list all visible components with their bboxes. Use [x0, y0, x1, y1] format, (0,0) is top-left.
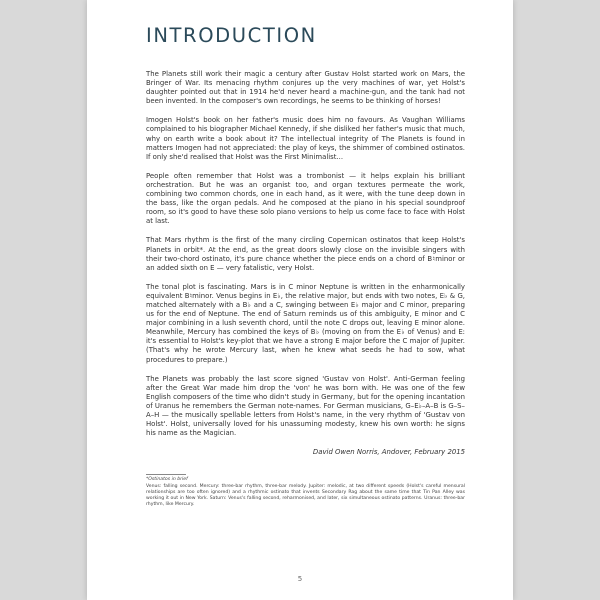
page-number: 5: [297, 575, 303, 583]
footnote-text: Venus: falling second. Mercury: three-bar rhythm, three-bar melody. Jupiter: melodic, at two different speeds (Holst's careful mensural relationships are too often ignored) and a rhythmic ostinato that invents Secondary Rag about the same time that Tin Pan Alley was working it out in New York. Saturn: Venus's falling second, reharmonised, and later, six simultaneous ostinato patterns. Uranus: three-bar rhythm, like Mercury.: [146, 484, 465, 508]
paragraph-5: The tonal plot is fascinating. Mars is in C minor Neptune is written in the enharmonically equivalent B♮minor. Venus begins in E♭, the relative major, but ends with two notes, E♭ & G, matched alternately with a B♭ and a C, swinging between E♭ major and C minor, preparing us for the end of Neptune. The end of Saturn reminds us of this ambiguity, E minor and C major combining in a lush seventh chord, until the note C drops out, leaving E minor alone. Meanwhile, Mercury has combined the keys of B♭ (moving on from the E♭ of Venus) and E: it's essential to Holst's key-plot that we have a strong E major before the C major of Jupiter. (That's why he wrote Mercury last, when he knew what seeds he had to sow, what procedures to prepare.): [146, 282, 465, 364]
footnote-title: *Ostinatos in brief: [146, 477, 188, 483]
page-title: INTRODUCTION: [146, 24, 317, 47]
paragraph-1: The Planets still work their magic a century after Gustav Holst started work on Mars, the Bringer of War. Its menacing rhythm conjures up the very machines of war, yet Holst's daughter pointed out that in 1914 he'd never heard a machine-gun, and the tank had not been invented. In the composer's own recordings, he seems to be thinking of horses!: [146, 70, 465, 106]
paragraph-2: Imogen Holst's book on her father's music does him no favours. As Vaughan Williams complained to his biographer Michael Kennedy, if she disliked her father's music that much, why on earth write a book about it? The intellectual integrity of The Planets is found in matters Imogen had not appreciated: the play of keys, the shimmer of combined ostinatos. If only she'd realised that Holst was the First Minimalist...: [146, 116, 465, 161]
book-page: [87, 0, 513, 600]
paragraph-3: People often remember that Holst was a trombonist — it helps explain his brilliant orchestration. But he was an organist too, and organ textures permeate the work, combining two common chords, one in each hand, as it were, with the tune deep down in the bass, like the organ pedals. And he composed at the piano in his special soundproof room, so it's good to have these solo piano versions to help us come face to face with Holst at last.: [146, 171, 465, 226]
paragraph-6: The Planets was probably the last score signed 'Gustav von Holst'. Anti-German feeling after the Great War made him drop the 'von' he was born with. He was one of the few English composers of the time who didn't study in Germany, but for the opening incantation of Uranus he remembers the German note-names. For German musicians, G–E♭–A–B is G–S–A–H — the musically spellable letters from Holst's name, in the very rhythm of 'Gustav von Holst'. Holst, universally loved for his unassuming modesty, knew his own worth: he signs his name as the Magician.: [146, 374, 465, 438]
page-content: [146, 24, 465, 508]
paragraph-4: That Mars rhythm is the first of the many circling Copernican ostinatos that keep Holst's Planets in orbit*. At the end, as the great doors slowly close on the invisible singers with their two-chord ostinato, it's pure chance whether the piece ends on a chord of B♮minor or an added sixth on E — very fatalistic, very Holst.: [146, 236, 465, 272]
footnote-divider: [146, 474, 186, 475]
author-signature: David Owen Norris, Andover, February 2015: [312, 448, 465, 457]
